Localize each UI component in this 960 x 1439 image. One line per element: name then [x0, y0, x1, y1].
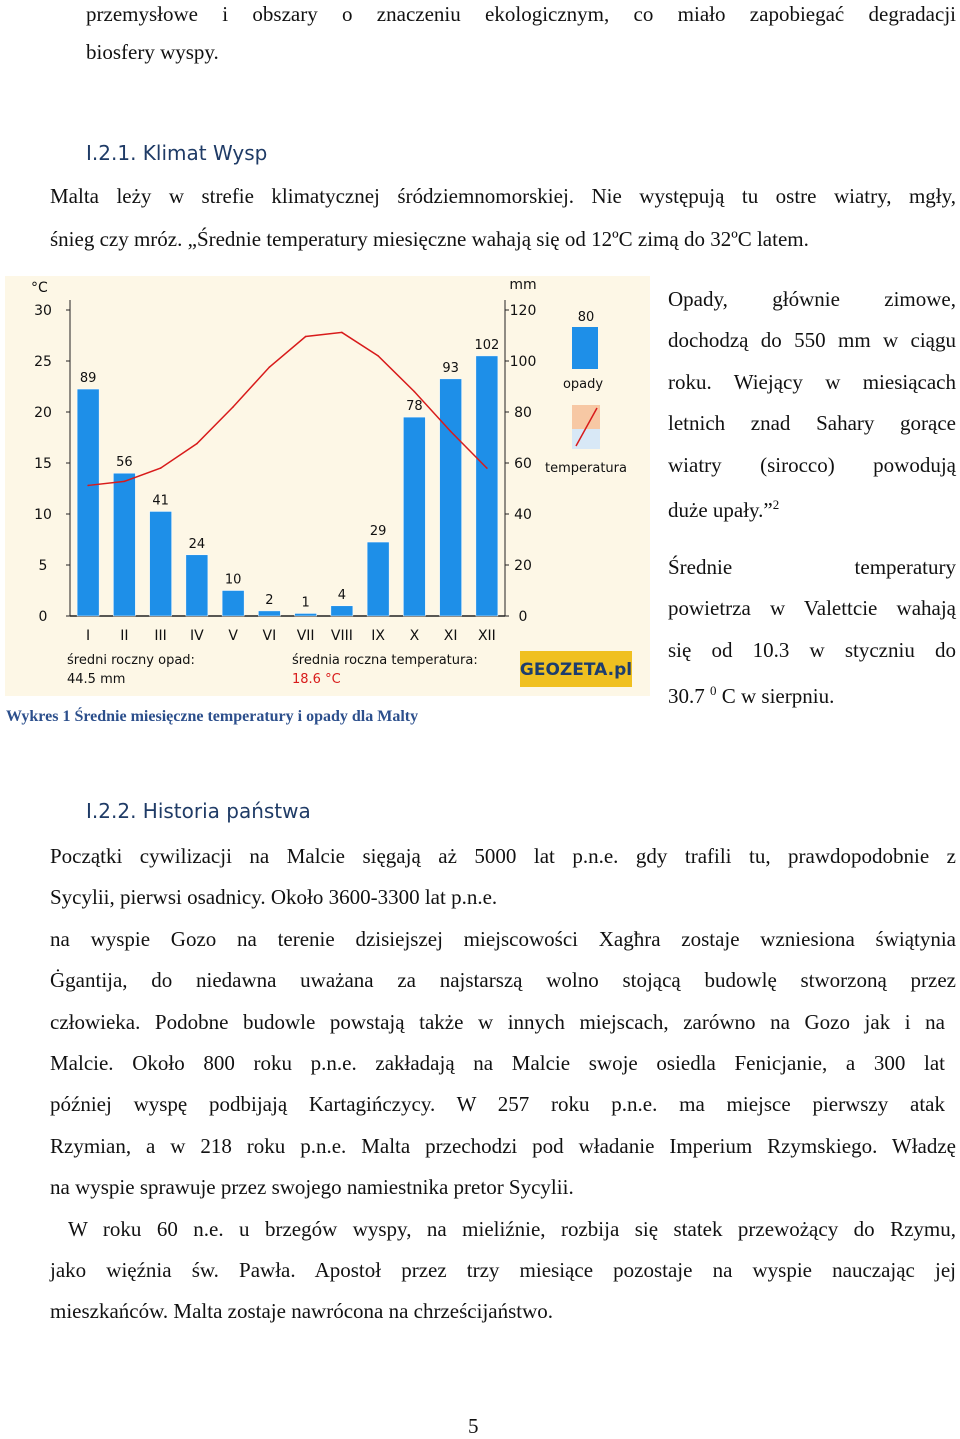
bar-X	[403, 417, 425, 616]
temperature-point-VI	[269, 366, 271, 368]
footnote-ref: 2	[772, 497, 780, 512]
history-line-1: Początki cywilizacji na Malcie sięgają aż 5000 lat p.n.e. gdy trafili tu, prawdopodobnie z	[50, 844, 956, 868]
bar-label-X: 78	[406, 399, 423, 415]
climate-line-1: Malta leży w strefie klimatycznej śródziemnomorskiej. Nie występują tu ostre wiatry, mgły,	[50, 184, 956, 208]
temp-line-last: 30.7 $^0$ C w sierpniu.	[668, 683, 835, 708]
left-axis-unit: °C	[31, 280, 48, 296]
temperature-point-IV	[196, 443, 198, 445]
bar-VII	[295, 613, 317, 616]
left-tick-label: 30	[34, 303, 52, 319]
intro-line-1: przemysłowe i obszary o znaczeniu ekologicznym, co miało zapobiegać degradacji	[86, 2, 956, 26]
bar-II	[113, 473, 135, 616]
temperature-point-XI	[450, 431, 452, 433]
legend-line-swatch-top	[572, 405, 600, 429]
logo-text: GEOZETA.pl	[519, 660, 633, 680]
month-label-IV: IV	[190, 628, 204, 644]
right-tick-label: 20	[514, 558, 532, 574]
temp-line-2: powietrza w Valettcie wahają	[668, 596, 956, 621]
bar-label-VII: 1	[301, 595, 310, 611]
temperature-point-IX	[377, 355, 379, 357]
month-label-VI: VI	[262, 628, 277, 644]
section-heading-climate: I.2.1. Klimat Wysp	[86, 141, 268, 165]
temperature-point-V	[232, 406, 234, 408]
temperature-point-XII	[486, 467, 488, 469]
temperature-point-II	[124, 481, 126, 483]
history-line-8: Rzymian, a w 218 roku p.n.e. Malta przechodzi pod władanie Imperium Rzymskiego. Władzę	[50, 1133, 956, 1158]
temperature-point-III	[160, 467, 162, 469]
bar-I	[77, 389, 99, 616]
right-tick-label: 60	[514, 456, 532, 472]
bar-label-IV: 24	[188, 536, 206, 552]
page-number: 5	[468, 1414, 479, 1438]
side-line-5: wiatry (sirocco) powodują	[668, 452, 956, 477]
legend-line-label: temperatura	[545, 461, 627, 476]
temperature-point-VIII	[341, 332, 343, 334]
history-line-3: na wyspie Gozo na terenie dzisiejszej miejscowości Xagħra zostaje wzniesiona świątynia	[50, 926, 956, 951]
temp-line-1: Średnie temperatury	[668, 555, 956, 579]
history-line-6: Malcie. Około 800 roku p.n.e. zakładają na Malcie swoje osiedla Fenicjanie, a 300 lat	[50, 1051, 945, 1075]
bar-XI	[440, 379, 462, 616]
month-label-X: X	[409, 628, 420, 644]
right-tick-label: 0	[518, 609, 528, 625]
bar-label-VIII: 4	[337, 587, 347, 603]
bar-label-XI: 93	[442, 360, 459, 376]
bar-VIII	[331, 606, 353, 616]
annual-precip-label: średni roczny opad:	[67, 653, 195, 668]
climate-line-2: śnieg czy mróz. „Średnie temperatury miesięczne wahają się od 12ºC zimą do 32ºC latem.	[50, 227, 809, 251]
side-line-1: Opady, głównie zimowe,	[668, 287, 956, 311]
bar-label-II: 56	[116, 455, 133, 471]
climate-chart	[5, 276, 650, 696]
month-label-I: I	[86, 628, 91, 644]
left-tick-label: 15	[34, 456, 52, 472]
legend-bar-swatch	[572, 327, 598, 369]
bar-III	[150, 511, 172, 616]
month-label-V: V	[228, 628, 238, 644]
intro-line-2: biosfery wyspy.	[86, 40, 219, 64]
history-line-11: jako więźnia św. Pawła. Apostoł przez trzy miesiące pozostaje na wyspie nauczając jej	[50, 1258, 956, 1282]
history-line-12: mieszkańców. Malta zostaje nawrócona na chrześcijaństwo.	[50, 1299, 554, 1324]
climate-chart-svg	[5, 276, 650, 696]
left-tick-label: 10	[34, 507, 52, 523]
left-tick-label: 25	[34, 354, 52, 370]
legend-value: 80	[577, 310, 595, 325]
bar-label-XII: 102	[474, 337, 500, 353]
annual-temp-value: 18.6 °C	[292, 672, 341, 687]
history-line-7: później wyspę podbijają Kartagińczycy. W 257 roku p.n.e. ma miejsce pierwszy atak	[50, 1092, 945, 1117]
bar-XII	[476, 356, 498, 616]
right-tick-label: 120	[509, 303, 537, 319]
month-label-XI: XI	[443, 628, 458, 644]
side-line-4: letnich znad Sahary gorące	[668, 411, 956, 436]
left-tick-label: 0	[38, 609, 48, 625]
history-line-5: człowieka. Podobne budowle powstają także w innych miejscach, zarówno na Gozo jak i na	[50, 1009, 945, 1034]
temperature-point-I	[87, 485, 89, 487]
annual-precip-value: 44.5 mm	[67, 672, 126, 687]
bar-VI	[258, 611, 280, 616]
month-label-IX: IX	[371, 628, 385, 644]
side-line-3: roku. Wiejący w miesiącach	[668, 369, 956, 394]
annual-temp-label: średnia roczna temperatura:	[292, 653, 478, 668]
bar-label-IX: 29	[369, 524, 387, 540]
legend-bar-label: opady	[562, 377, 604, 392]
side-line-2: dochodzą do 550 mm w ciągu	[668, 328, 956, 353]
section-heading-history: I.2.2. Historia państwa	[86, 799, 311, 823]
bar-label-V: 10	[224, 572, 242, 588]
month-label-VIII: VIII	[330, 628, 353, 644]
history-line-4: Ġgantija, do niedawna uważana za najstarszą wolno stojącą budowlę stworzoną przez	[50, 968, 956, 993]
history-line-2: Sycylii, pierwsi osadnicy. Około 3600-3300 lat p.n.e.	[50, 885, 498, 910]
temperature-point-X	[414, 391, 416, 393]
left-tick-label: 5	[38, 558, 48, 574]
month-label-III: III	[154, 628, 167, 644]
chart-caption: Wykres 1 Średnie miesięczne temperatury i opady dla Malty	[6, 708, 419, 725]
history-line-9: na wyspie sprawuje przez swojego namiestnika pretor Sycylii.	[50, 1175, 574, 1200]
temperature-line	[88, 332, 487, 485]
right-tick-label: 80	[514, 405, 532, 421]
bar-V	[222, 591, 244, 617]
bar-label-I: 89	[79, 371, 97, 387]
month-label-VII: VII	[296, 628, 315, 644]
bar-label-III: 41	[152, 493, 169, 509]
right-tick-label: 40	[514, 507, 532, 523]
month-label-II: II	[120, 628, 129, 644]
temp-line-3: się od 10.3 w styczniu do	[668, 637, 956, 662]
month-label-XII: XII	[477, 628, 496, 644]
bar-label-VI: 2	[265, 592, 274, 608]
bar-IX	[367, 542, 389, 616]
right-tick-label: 100	[509, 354, 537, 370]
right-axis-unit: mm	[509, 277, 537, 293]
history-line-10: W roku 60 n.e. u brzegów wyspy, na mieliźnie, rozbija się statek przewożący do Rzymu,	[68, 1216, 956, 1241]
left-tick-label: 20	[34, 405, 52, 421]
temperature-point-VII	[305, 336, 307, 338]
side-line-last: duże upały.”$^2$	[668, 497, 780, 522]
bar-IV	[186, 555, 208, 616]
